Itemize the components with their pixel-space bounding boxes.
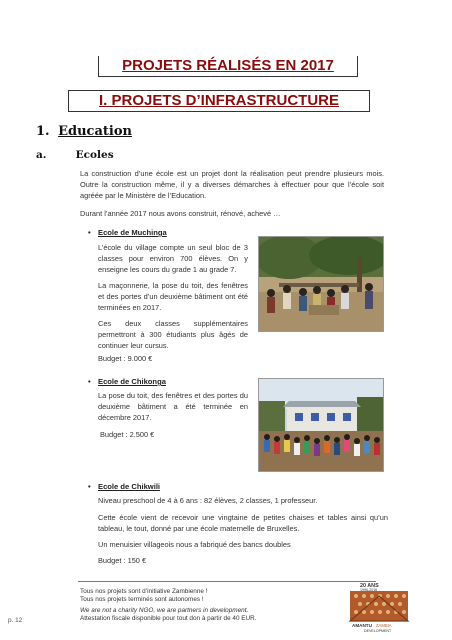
chikwili-para-3: Un menuisier villageois nous a fabriqué des bancs doubles <box>98 540 291 549</box>
intro-paragraph-2: Durant l’année 2017 nous avons construit, rénové, achevé … <box>80 209 281 218</box>
heading-education <box>36 124 132 139</box>
muchinga-para-1: L’école du village compte un seul bloc de 3 classes pour environ 700 élèves. On y enseigne les cours du grade 1 au grade 7. <box>98 243 248 274</box>
logo-tag: DEVELOPMENT <box>364 629 392 633</box>
logo-name: AMANTU <box>352 623 372 628</box>
intro-paragraph: La construction d’une école est un projet dont la réalisation peut prendre plusieurs mois. Outre la construction même, il y a diverses démarches à effectuer pour que l’école soit agréée par le Ministère de l’Education. <box>80 169 384 200</box>
section-title: I. PROJETS D’INFRASTRUCTURE <box>68 90 370 112</box>
bullet-icon: • <box>88 228 91 237</box>
logo-anniversary: 20 ANS <box>360 583 379 589</box>
footer-divider <box>78 581 376 582</box>
bullet-icon: • <box>88 377 91 386</box>
school-heading-chikonga: • Ecole de Chikonga <box>88 377 166 386</box>
footer-line-4: Attestation fiscale disponible pour tout don à partir de 40 EUR. <box>80 615 257 622</box>
chikwili-para-2: Cette école vient de recevoir une vingtaine de petites chaises et tables ainsi qu’un tableau, le tout, donné par une école maternelle de Bruxelles. <box>98 513 388 533</box>
photo-chikonga <box>258 378 384 472</box>
heading-number: 1. <box>36 124 50 139</box>
bullet-icon: • <box>88 482 91 491</box>
subheading-number: a. <box>36 149 47 161</box>
chikonga-para-1: La pose du toit, des fenêtres et des portes du deuxième bâtiment a été terminée en décembre 2017. <box>98 391 248 422</box>
muchinga-budget: Budget : 9.000 € <box>98 354 153 363</box>
photo-muchinga <box>258 236 384 332</box>
page-number: p. 12 <box>8 617 23 624</box>
chikwili-para-1: Niveau preschool de 4 à 6 ans : 82 élèves, 2 classes, 1 professeur. <box>98 496 318 505</box>
subheading-text: Ecoles <box>75 149 114 161</box>
muchinga-para-3: Ces deux classes supplémentaires permettront à 300 étudiants plus âgés de continuer leur cursus. <box>98 319 248 350</box>
chikonga-budget: Budget : 2.500 € <box>100 430 155 439</box>
chikwili-budget: Budget : 150 € <box>98 556 147 565</box>
subheading-ecoles <box>36 149 114 161</box>
footer-line-1: Tous nos projets sont d’initiative Zambienne ! <box>80 588 208 595</box>
school-heading-chikwili: • Ecole de Chikwili <box>88 482 161 491</box>
muchinga-para-2: La maçonnerie, la pose du toit, des fenêtres et des portes d’un deuxième bâtiment ont été terminées en 2017. <box>98 281 248 312</box>
heading-text: Education <box>58 124 132 139</box>
footer-line-3: We are not a charity NGO, we are partners in development. <box>80 607 249 614</box>
amantu-logo <box>346 582 412 634</box>
school-heading-muchinga: • Ecole de Muchinga <box>88 228 167 237</box>
footer-line-2: Tous nos projets terminés sont autonomes ! <box>80 596 204 603</box>
logo-sub: ZAMBIA <box>376 623 392 628</box>
page-title: PROJETS RÉALISÉS EN 2017 <box>98 56 358 77</box>
logo-years: 1996-2016 <box>360 588 378 592</box>
